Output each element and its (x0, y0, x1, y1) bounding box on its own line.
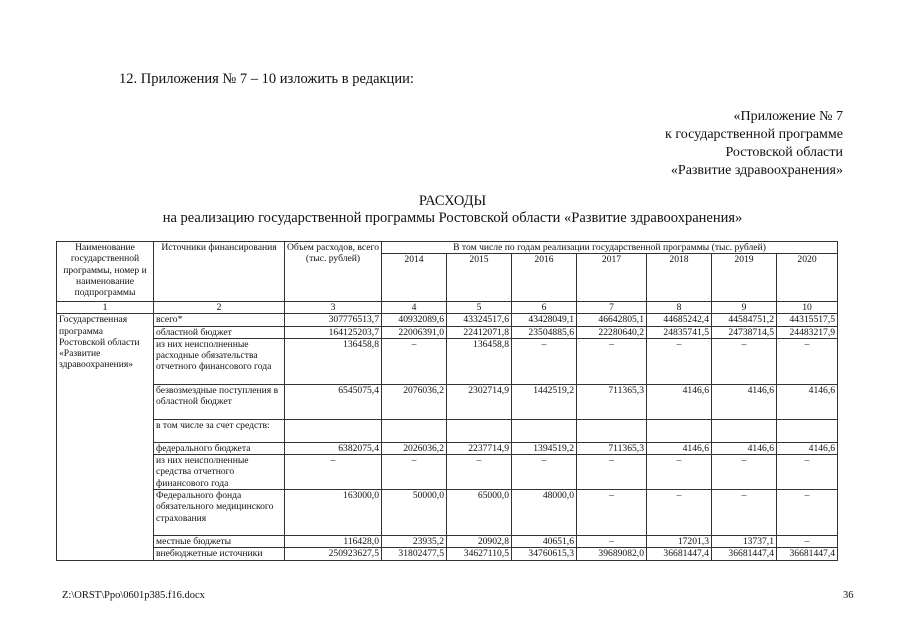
year-value-cell: – (647, 455, 712, 490)
year-value-cell: 24483217,9 (777, 326, 838, 338)
year-value-cell: 36681447,4 (647, 548, 712, 560)
year-value-cell: 13737,1 (712, 536, 777, 548)
year-value-cell: – (777, 338, 838, 384)
appendix-line: Ростовской области (725, 145, 843, 160)
table-body (57, 242, 838, 561)
year-value-cell: – (577, 536, 647, 548)
year-value-cell: – (577, 455, 647, 490)
footer-file-path: Z:\ORST\Ppo\0601p385.f16.docx (62, 590, 205, 601)
year-value-cell: – (577, 490, 647, 536)
year-value-cell: 39689082,0 (577, 548, 647, 560)
total-cell: 163000,0 (285, 490, 382, 536)
total-cell: 116428,0 (285, 536, 382, 548)
document-title: РАСХОДЫ (418, 193, 487, 209)
table-row (57, 314, 838, 326)
intro-text: 12. Приложения № 7 – 10 изложить в редакции: (119, 71, 414, 87)
total-cell: 136458,8 (285, 338, 382, 384)
year-value-cell: 4146,6 (712, 442, 777, 454)
table-row (57, 455, 838, 490)
year-value-cell: 22006391,0 (382, 326, 447, 338)
year-value-cell: 2026036,2 (382, 442, 447, 454)
year-value-cell: 136458,8 (447, 338, 512, 384)
year-value-cell: 34760615,3 (512, 548, 577, 560)
year-value-cell: – (647, 338, 712, 384)
table-row (57, 326, 838, 338)
header-years-group: В том числе по годам реализации государственной программы (тыс. рублей) (382, 242, 838, 254)
year-value-cell: 44315517,5 (777, 314, 838, 326)
year-value-cell: – (777, 490, 838, 536)
column-number: 4 (382, 302, 447, 314)
total-cell: 6545075,4 (285, 384, 382, 419)
footer-page-number: 36 (843, 590, 854, 601)
year-value-cell: 43324517,6 (447, 314, 512, 326)
column-number: 3 (285, 302, 382, 314)
total-cell: 6382075,4 (285, 442, 382, 454)
year-value-cell: 24738714,5 (712, 326, 777, 338)
year-value-cell (777, 419, 838, 442)
year-value-cell: 711365,3 (577, 384, 647, 419)
year-value-cell: 2302714,9 (447, 384, 512, 419)
total-cell: 307776513,7 (285, 314, 382, 326)
total-cell: – (285, 455, 382, 490)
header-year: 2018 (647, 254, 712, 302)
year-value-cell: – (712, 338, 777, 384)
year-value-cell: 1394519,2 (512, 442, 577, 454)
source-cell: безвозмездные поступления в областной бюджет (154, 384, 285, 419)
year-value-cell: 23504885,6 (512, 326, 577, 338)
total-cell: 164125203,7 (285, 326, 382, 338)
year-value-cell: 50000,0 (382, 490, 447, 536)
column-number: 9 (712, 302, 777, 314)
source-cell: внебюджетные источники (154, 548, 285, 560)
year-value-cell: 20902,8 (447, 536, 512, 548)
appendix-line: «Приложение № 7 (733, 109, 843, 124)
year-value-cell: 31802477,5 (382, 548, 447, 560)
year-value-cell: – (447, 455, 512, 490)
expenses-table (56, 241, 838, 561)
appendix-line: к государственной программе (665, 127, 843, 142)
year-value-cell (712, 419, 777, 442)
year-value-cell: 48000,0 (512, 490, 577, 536)
year-value-cell: – (382, 455, 447, 490)
year-value-cell: 34627110,5 (447, 548, 512, 560)
column-number: 6 (512, 302, 577, 314)
total-cell: 250923627,5 (285, 548, 382, 560)
year-value-cell: – (512, 455, 577, 490)
year-value-cell: 1442519,2 (512, 384, 577, 419)
year-value-cell: 24835741,5 (647, 326, 712, 338)
column-number: 5 (447, 302, 512, 314)
year-value-cell: – (777, 455, 838, 490)
table-row (57, 384, 838, 419)
year-value-cell: 711365,3 (577, 442, 647, 454)
year-value-cell: 4146,6 (777, 442, 838, 454)
source-cell: федерального бюджета (154, 442, 285, 454)
table-row (57, 536, 838, 548)
header-year: 2014 (382, 254, 447, 302)
header-total: Объем расходов, всего (тыс. рублей) (285, 242, 382, 302)
year-value-cell: 23935,2 (382, 536, 447, 548)
column-number: 8 (647, 302, 712, 314)
year-value-cell: – (712, 490, 777, 536)
column-number: 10 (777, 302, 838, 314)
year-value-cell: – (712, 455, 777, 490)
column-number-row (57, 302, 838, 314)
year-value-cell: 2237714,9 (447, 442, 512, 454)
column-number: 1 (57, 302, 154, 314)
year-value-cell (647, 419, 712, 442)
year-value-cell: – (647, 490, 712, 536)
table-row (57, 338, 838, 384)
year-value-cell (577, 419, 647, 442)
column-number: 7 (577, 302, 647, 314)
year-value-cell: 36681447,4 (712, 548, 777, 560)
year-value-cell: 40932089,6 (382, 314, 447, 326)
source-cell: местные бюджеты (154, 536, 285, 548)
year-value-cell: 22280640,2 (577, 326, 647, 338)
source-cell: областной бюджет (154, 326, 285, 338)
year-value-cell: 44584751,2 (712, 314, 777, 326)
year-value-cell: 46642805,1 (577, 314, 647, 326)
year-value-cell: – (577, 338, 647, 384)
header-row (57, 242, 838, 254)
header-year: 2020 (777, 254, 838, 302)
appendix-heading (665, 108, 843, 180)
year-value-cell: – (512, 338, 577, 384)
source-cell: всего* (154, 314, 285, 326)
year-value-cell: 4146,6 (777, 384, 838, 419)
year-value-cell: 2076036,2 (382, 384, 447, 419)
year-value-cell: 36681447,4 (777, 548, 838, 560)
year-value-cell: – (382, 338, 447, 384)
year-value-cell: 65000,0 (447, 490, 512, 536)
year-value-cell: 4146,6 (712, 384, 777, 419)
year-value-cell: 40651,6 (512, 536, 577, 548)
year-value-cell: – (777, 536, 838, 548)
table-row (57, 548, 838, 560)
year-value-cell: 4146,6 (647, 384, 712, 419)
header-year: 2017 (577, 254, 647, 302)
total-cell (285, 419, 382, 442)
year-value-cell: 22412071,8 (447, 326, 512, 338)
year-value-cell: 4146,6 (647, 442, 712, 454)
table-row (57, 490, 838, 536)
year-value-cell (447, 419, 512, 442)
header-name: Наименование государственной программы, номер и наименование подпрограммы (57, 242, 154, 302)
table-row (57, 442, 838, 454)
document-subtitle: на реализацию государственной программы Ростовской области «Развитие здравоохранения» (162, 210, 743, 226)
year-value-cell: 17201,3 (647, 536, 712, 548)
header-year: 2015 (447, 254, 512, 302)
year-value-cell (512, 419, 577, 442)
program-name-cell: Государственная программа Ростовской области «Развитие здравоохранения» (57, 314, 154, 560)
source-cell: в том числе за счет средств: (154, 419, 285, 442)
source-cell: из них неисполненные расходные обязательства отчетного финансового года (154, 338, 285, 384)
appendix-line: «Развитие здравоохранения» (670, 163, 843, 178)
year-value-cell: 43428049,1 (512, 314, 577, 326)
header-year: 2016 (512, 254, 577, 302)
header-source: Источники финансирования (154, 242, 285, 302)
table-row (57, 419, 838, 442)
year-value-cell (382, 419, 447, 442)
year-value-cell: 44685242,4 (647, 314, 712, 326)
source-cell: из них неисполненные средства отчетного финансового года (154, 455, 285, 490)
header-year: 2019 (712, 254, 777, 302)
source-cell: Федерального фонда обязательного медицинского страхования (154, 490, 285, 536)
column-number: 2 (154, 302, 285, 314)
